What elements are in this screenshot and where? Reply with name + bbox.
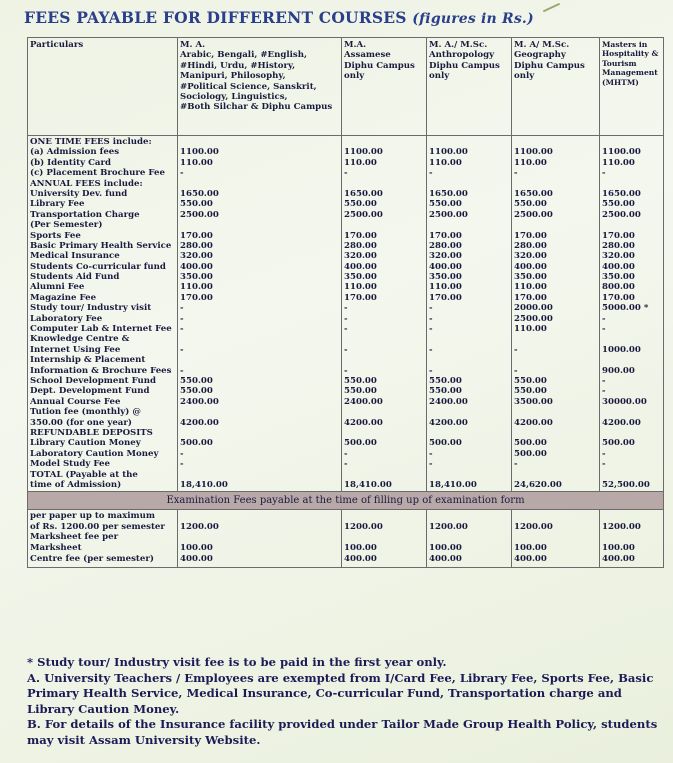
header-text: Arabic, Bengali, #English, (180, 50, 307, 61)
fee-label: 350.00 (for one year) (30, 417, 132, 428)
fee-amount: 170.00 (180, 292, 213, 303)
exam-fee-amount (602, 532, 661, 543)
exam-fee-amount: 400.00 (429, 553, 462, 564)
fee-amount: - (602, 168, 606, 179)
fee-amount (180, 334, 339, 344)
fee-amount: - (344, 344, 348, 355)
fee-amount: - (429, 459, 433, 470)
fee-amount (514, 355, 597, 365)
fee-amount (602, 428, 661, 438)
fee-label: Alumni Fee (30, 282, 85, 293)
exam-fee-amount: 100.00 (180, 543, 213, 554)
fee-amount (429, 334, 509, 344)
fee-amount (602, 220, 661, 230)
fee-amount: - (180, 344, 184, 355)
header-text: only (429, 71, 450, 82)
fee-amount (180, 137, 339, 147)
amount-cell (600, 136, 664, 492)
fee-amount: 400.00 (429, 261, 462, 272)
fee-amount: 110.00 (514, 282, 547, 293)
fee-label: time of Admission) (30, 479, 122, 490)
exam-fee-amount: 100.00 (602, 543, 635, 554)
header-cell-2 (342, 38, 427, 136)
note-a: A. University Teachers / Employees are exempted from I/Card Fee, Library Fee, Sports Fee, Basic Primary Health Service, Medical Insurance, Co-curricular Fund, Transportation charge and Library Caution Money. (27, 670, 654, 716)
exam-fee-amount (429, 511, 509, 522)
exam-fee-row (28, 510, 664, 568)
exam-fee-amount (344, 511, 424, 522)
fee-amount: 550.00 (602, 199, 635, 210)
fee-amount: 1650.00 (602, 188, 641, 199)
header-text: Tourism (602, 58, 637, 68)
fee-amount: 170.00 (602, 230, 635, 241)
exam-amount-cell (178, 510, 342, 568)
fee-amount: 500.00 (514, 448, 547, 459)
fee-amount: 500.00 (514, 438, 547, 449)
fee-amount (602, 179, 661, 189)
fee-amount (344, 334, 424, 344)
fee-amount (514, 470, 597, 480)
fee-amount: 170.00 (429, 230, 462, 241)
fee-amount: 400.00 (602, 261, 635, 272)
fee-amount: - (429, 168, 433, 179)
exam-fee-amount: 400.00 (344, 553, 377, 564)
fee-amount: 1100.00 (344, 147, 383, 158)
fee-label: University Dev. fund (30, 188, 128, 199)
fee-label: ONE TIME FEES include: (30, 137, 152, 147)
fee-amount: 2500.00 (429, 209, 468, 220)
fee-label: Information & Brochure Fees (30, 365, 172, 376)
fee-amount: - (514, 459, 518, 470)
fee-amount: 170.00 (429, 292, 462, 303)
fee-amount: - (180, 324, 184, 335)
fee-amount (344, 220, 424, 230)
fee-amount: 500.00 (602, 438, 635, 449)
fee-amount (602, 355, 661, 365)
amount-cell (342, 136, 427, 492)
exam-particulars-cell (28, 510, 178, 568)
fee-amount: 170.00 (180, 230, 213, 241)
fee-amount (180, 355, 339, 365)
fee-amount: 110.00 (344, 282, 377, 293)
exam-fee-amount (514, 511, 597, 522)
exam-fee-amount: 1200.00 (602, 521, 641, 532)
fee-amount: 110.00 (180, 282, 213, 293)
fee-amount (429, 179, 509, 189)
fee-amount: 550.00 (514, 199, 547, 210)
particulars-cell (28, 136, 178, 492)
fee-amount: 170.00 (344, 292, 377, 303)
fee-amount: 280.00 (429, 240, 462, 251)
fee-label: Internship & Placement (30, 355, 146, 366)
fee-amount: 110.00 (602, 157, 635, 168)
fee-label: Sports Fee (30, 230, 81, 241)
fee-amount: 550.00 (429, 386, 462, 397)
fee-amount (514, 179, 597, 189)
fee-label: Annual Course Fee (30, 396, 121, 407)
fee-amount: - (180, 448, 184, 459)
fee-label: Library Fee (30, 199, 85, 210)
header-cell-1 (178, 38, 342, 136)
fee-amount (602, 334, 661, 344)
fee-amount: 170.00 (344, 230, 377, 241)
fee-amount (602, 137, 661, 147)
fee-amount (344, 137, 424, 147)
amount-cell (427, 136, 512, 492)
fee-amount: 170.00 (514, 292, 547, 303)
fee-amount: 110.00 (514, 157, 547, 168)
header-text: only (514, 71, 535, 82)
header-text: Particulars (30, 40, 84, 50)
fee-amount (514, 137, 597, 147)
fee-amount: 2500.00 (514, 209, 553, 220)
header-text: M. A./ M.Sc. (429, 40, 488, 50)
fee-amount: 110.00 (344, 157, 377, 168)
fee-amount (602, 407, 661, 417)
header-text: Sociology, Linguistics, (180, 92, 288, 103)
fee-amount: - (514, 365, 518, 376)
exam-section-header (28, 492, 664, 510)
exam-fee-amount (429, 532, 509, 543)
fee-amount: 350.00 (602, 272, 635, 283)
fee-amount: 1100.00 (514, 147, 553, 158)
fee-amount: 2500.00 (602, 209, 641, 220)
header-text: Management (602, 68, 658, 78)
fee-label: Magazine Fee (30, 292, 97, 303)
fee-amount (180, 220, 339, 230)
fee-label: Laboratory Caution Money (30, 448, 159, 459)
header-text: #Both Silchar & Diphu Campus (180, 102, 333, 113)
fee-amount: 320.00 (180, 251, 213, 262)
header-cell-3 (427, 38, 512, 136)
exam-fee-amount: 1200.00 (344, 521, 383, 532)
fee-amount (514, 407, 597, 417)
fee-amount: 18,410.00 (429, 479, 477, 490)
fee-amount: 2400.00 (180, 396, 219, 407)
fee-label: (Per Semester) (30, 220, 103, 231)
header-text: Geography (514, 50, 566, 61)
fee-amount (344, 407, 424, 417)
fee-amount: - (180, 303, 184, 314)
fee-amount: 550.00 (344, 199, 377, 210)
fee-amount: - (344, 448, 348, 459)
fee-amount: - (429, 313, 433, 324)
fee-amount (344, 179, 424, 189)
fee-amount: - (180, 168, 184, 179)
header-text: #Hindi, Urdu, #History, (180, 60, 296, 71)
fee-amount (180, 407, 339, 417)
fee-amount: 320.00 (429, 251, 462, 262)
fee-label: Students Co-curricular fund (30, 261, 166, 272)
fee-amount: 1000.00 (602, 344, 641, 355)
fee-label: (b) Identity Card (30, 157, 112, 168)
fee-amount: 550.00 (344, 386, 377, 397)
amount-cell (512, 136, 600, 492)
fee-label: Model Study Fee (30, 459, 110, 470)
fee-amount: 1650.00 (344, 188, 383, 199)
fee-label: REFUNDABLE DEPOSITS (30, 427, 153, 438)
header-text: Diphu Campus (344, 60, 415, 71)
exam-fee-amount (602, 511, 661, 522)
fee-amount: 320.00 (514, 251, 547, 262)
page-title: FEES PAYABLE FOR DIFFERENT COURSES (figures in Rs.) (24, 8, 534, 27)
fee-amount: 900.00 (602, 365, 635, 376)
fee-label: Medical Insurance (30, 251, 120, 262)
fee-label: Dept. Development Fund (30, 386, 150, 397)
fee-amount: 550.00 (180, 386, 213, 397)
fee-amount: 2400.00 (429, 396, 468, 407)
fee-amount: 1100.00 (602, 147, 641, 158)
fee-amount: 1650.00 (429, 188, 468, 199)
fee-amount (344, 355, 424, 365)
fee-amount: - (429, 324, 433, 335)
header-cell-5 (600, 38, 664, 136)
exam-fee-amount: 400.00 (602, 553, 635, 564)
fee-amount: 5000.00 * (602, 303, 649, 314)
fee-amount: 2500.00 (514, 313, 553, 324)
fee-amount (344, 428, 424, 438)
fee-amount: 280.00 (180, 240, 213, 251)
fee-amount (514, 220, 597, 230)
fee-amount: - (344, 365, 348, 376)
exam-amount-cell (512, 510, 600, 568)
fee-amount: - (344, 324, 348, 335)
fee-amount: 550.00 (514, 386, 547, 397)
fee-amount: 110.00 (429, 282, 462, 293)
fee-label: Knowledge Centre & (30, 334, 130, 345)
fee-amount: 550.00 (514, 375, 547, 386)
fee-amount: - (602, 386, 606, 397)
fee-amount: 500.00 (344, 438, 377, 449)
exam-fee-amount: 100.00 (514, 543, 547, 554)
header-row (28, 38, 664, 136)
exam-fee-label: of Rs. 1200.00 per semester (30, 521, 165, 532)
fee-amount: 52,500.00 (602, 479, 650, 490)
fee-amount: - (344, 459, 348, 470)
fee-amount: - (602, 448, 606, 459)
fee-amount: 110.00 (180, 157, 213, 168)
exam-fee-amount: 100.00 (429, 543, 462, 554)
header-text: only (344, 71, 365, 82)
fee-amount (429, 428, 509, 438)
fee-amount: 4200.00 (429, 417, 468, 428)
fee-amount (180, 179, 339, 189)
fee-amount: 280.00 (602, 240, 635, 251)
fee-amount (429, 355, 509, 365)
fee-amount: 350.00 (180, 272, 213, 283)
footnotes (27, 655, 667, 748)
fee-amount: 2400.00 (344, 396, 383, 407)
title-note: (figures in Rs.) (412, 11, 534, 27)
fee-amount (344, 470, 424, 480)
fee-amount (180, 428, 339, 438)
exam-fee-amount: 1200.00 (429, 521, 468, 532)
header-text: (MHTM) (602, 77, 639, 87)
fee-amount: 550.00 (429, 199, 462, 210)
fee-amount: 500.00 (429, 438, 462, 449)
fee-label: (c) Placement Brochure Fee (30, 168, 165, 179)
fee-amount: - (429, 448, 433, 459)
fee-amount: - (344, 303, 348, 314)
fee-amount: 4200.00 (180, 417, 219, 428)
fee-amount: 350.00 (429, 272, 462, 283)
fee-amount: 4200.00 (602, 417, 641, 428)
fee-amount: - (180, 313, 184, 324)
header-text: Manipuri, Philosophy, (180, 71, 286, 82)
fee-amount: - (180, 365, 184, 376)
fee-amount: - (429, 365, 433, 376)
header-text: #Political Science, Sanskrit, (180, 81, 317, 92)
fee-amount: - (602, 313, 606, 324)
fee-label: Tution fee (monthly) @ (30, 407, 141, 418)
fee-amount: 110.00 (429, 157, 462, 168)
fee-amount: - (514, 168, 518, 179)
fee-amount: 350.00 (344, 272, 377, 283)
fee-amount: 170.00 (514, 230, 547, 241)
fee-amount: 800.00 (602, 282, 635, 293)
fee-label: ANNUAL FEES include: (30, 178, 143, 189)
fee-amount: 18,410.00 (180, 479, 228, 490)
exam-section-title: Examination Fees payable at the time of filling up of examination form (28, 492, 664, 510)
fee-amount: - (514, 344, 518, 355)
fee-amount: 24,620.00 (514, 479, 562, 490)
fee-amount (180, 470, 339, 480)
header-text: Diphu Campus (429, 60, 500, 71)
fee-label: Transportation Charge (30, 209, 140, 220)
exam-amount-cell (600, 510, 664, 568)
fee-amount: 550.00 (180, 199, 213, 210)
exam-fee-label: Marksheet fee per (30, 532, 119, 543)
exam-amount-cell (427, 510, 512, 568)
fee-amount (429, 470, 509, 480)
header-text: Anthropology (429, 50, 495, 61)
fee-label: Study tour/ Industry visit (30, 303, 152, 314)
header-cell-4 (512, 38, 600, 136)
header-text: Assamese (344, 50, 391, 61)
fee-label: Students Aid Fund (30, 272, 120, 283)
fee-amount: 2000.00 (514, 303, 553, 314)
fee-amount: 3500.00 (514, 396, 553, 407)
fee-amount (602, 470, 661, 480)
fee-amount: 400.00 (344, 261, 377, 272)
fee-label: Basic Primary Health Service (30, 240, 172, 251)
fee-amount: - (602, 459, 606, 470)
fee-label: School Development Fund (30, 375, 157, 386)
note-star: * Study tour/ Industry visit fee is to be paid in the first year only. (27, 655, 447, 669)
fee-amount (429, 220, 509, 230)
exam-fee-label: Centre fee (per semester) (30, 553, 154, 564)
fee-amount: 1650.00 (514, 188, 553, 199)
fee-amount: 2500.00 (180, 209, 219, 220)
fee-amount: 4200.00 (344, 417, 383, 428)
fee-amount (429, 137, 509, 147)
fee-amount: - (344, 313, 348, 324)
fee-amount: - (180, 459, 184, 470)
fee-label: (a) Admission fees (30, 147, 120, 158)
exam-fee-amount (180, 532, 339, 543)
fee-amount: 280.00 (514, 240, 547, 251)
exam-fee-amount (514, 532, 597, 543)
header-text: M.A. (344, 40, 367, 50)
header-text: M. A/ M.Sc. (514, 40, 570, 50)
fee-label: Internet Using Fee (30, 344, 121, 355)
exam-fee-amount: 400.00 (514, 553, 547, 564)
fees-table (27, 37, 664, 568)
fee-row (28, 136, 664, 492)
fee-amount: 550.00 (180, 375, 213, 386)
exam-fee-amount: 100.00 (344, 543, 377, 554)
fee-amount: 110.00 (514, 324, 547, 335)
fee-amount (514, 334, 597, 344)
fee-amount: 1650.00 (180, 188, 219, 199)
fee-amount: - (429, 303, 433, 314)
fee-amount: 500.00 (180, 438, 213, 449)
fee-amount: 550.00 (344, 375, 377, 386)
exam-fee-amount: 400.00 (180, 553, 213, 564)
fee-amount: 18,410.00 (344, 479, 392, 490)
fee-amount: 350.00 (514, 272, 547, 283)
exam-fee-amount (180, 511, 339, 522)
fee-amount: 4200.00 (514, 417, 553, 428)
exam-fee-label: per paper up to maximum (30, 511, 155, 522)
header-text: M. A. (180, 40, 206, 50)
fee-amount: - (602, 324, 606, 335)
exam-fee-label: Marksheet (30, 543, 82, 554)
fee-label: Library Caution Money (30, 438, 141, 449)
fee-label: Computer Lab & Internet Fee (30, 324, 172, 335)
fee-amount: 400.00 (180, 261, 213, 272)
fee-amount: - (344, 168, 348, 179)
note-b: B. For details of the Insurance facility provided under Tailor Made Group Health Policy, students may visit Assam University Website. (27, 717, 658, 747)
exam-fee-amount: 1200.00 (180, 521, 219, 532)
fee-amount (514, 428, 597, 438)
fee-amount: 400.00 (514, 261, 547, 272)
fee-amount: 170.00 (602, 292, 635, 303)
fee-amount: 550.00 (429, 375, 462, 386)
fee-amount: 320.00 (344, 251, 377, 262)
fee-amount: 1100.00 (429, 147, 468, 158)
fee-amount: 1100.00 (180, 147, 219, 158)
header-cell-0 (28, 38, 178, 136)
fee-amount: 30000.00 (602, 396, 647, 407)
header-text: Diphu Campus (514, 60, 585, 71)
fee-amount: 2500.00 (344, 209, 383, 220)
header-text: Masters in (602, 40, 648, 49)
fee-label: TOTAL (Payable at the (30, 469, 138, 480)
fee-amount (429, 407, 509, 417)
exam-fee-amount (344, 532, 424, 543)
exam-fee-amount: 1200.00 (514, 521, 553, 532)
fee-amount: - (602, 375, 606, 386)
amount-cell (178, 136, 342, 492)
decorative-leaf (543, 3, 565, 23)
fee-amount: 320.00 (602, 251, 635, 262)
header-text: Hospitality & (602, 49, 659, 59)
fee-label: Laboratory Fee (30, 313, 103, 324)
fee-amount: 280.00 (344, 240, 377, 251)
exam-amount-cell (342, 510, 427, 568)
fee-amount: - (429, 344, 433, 355)
